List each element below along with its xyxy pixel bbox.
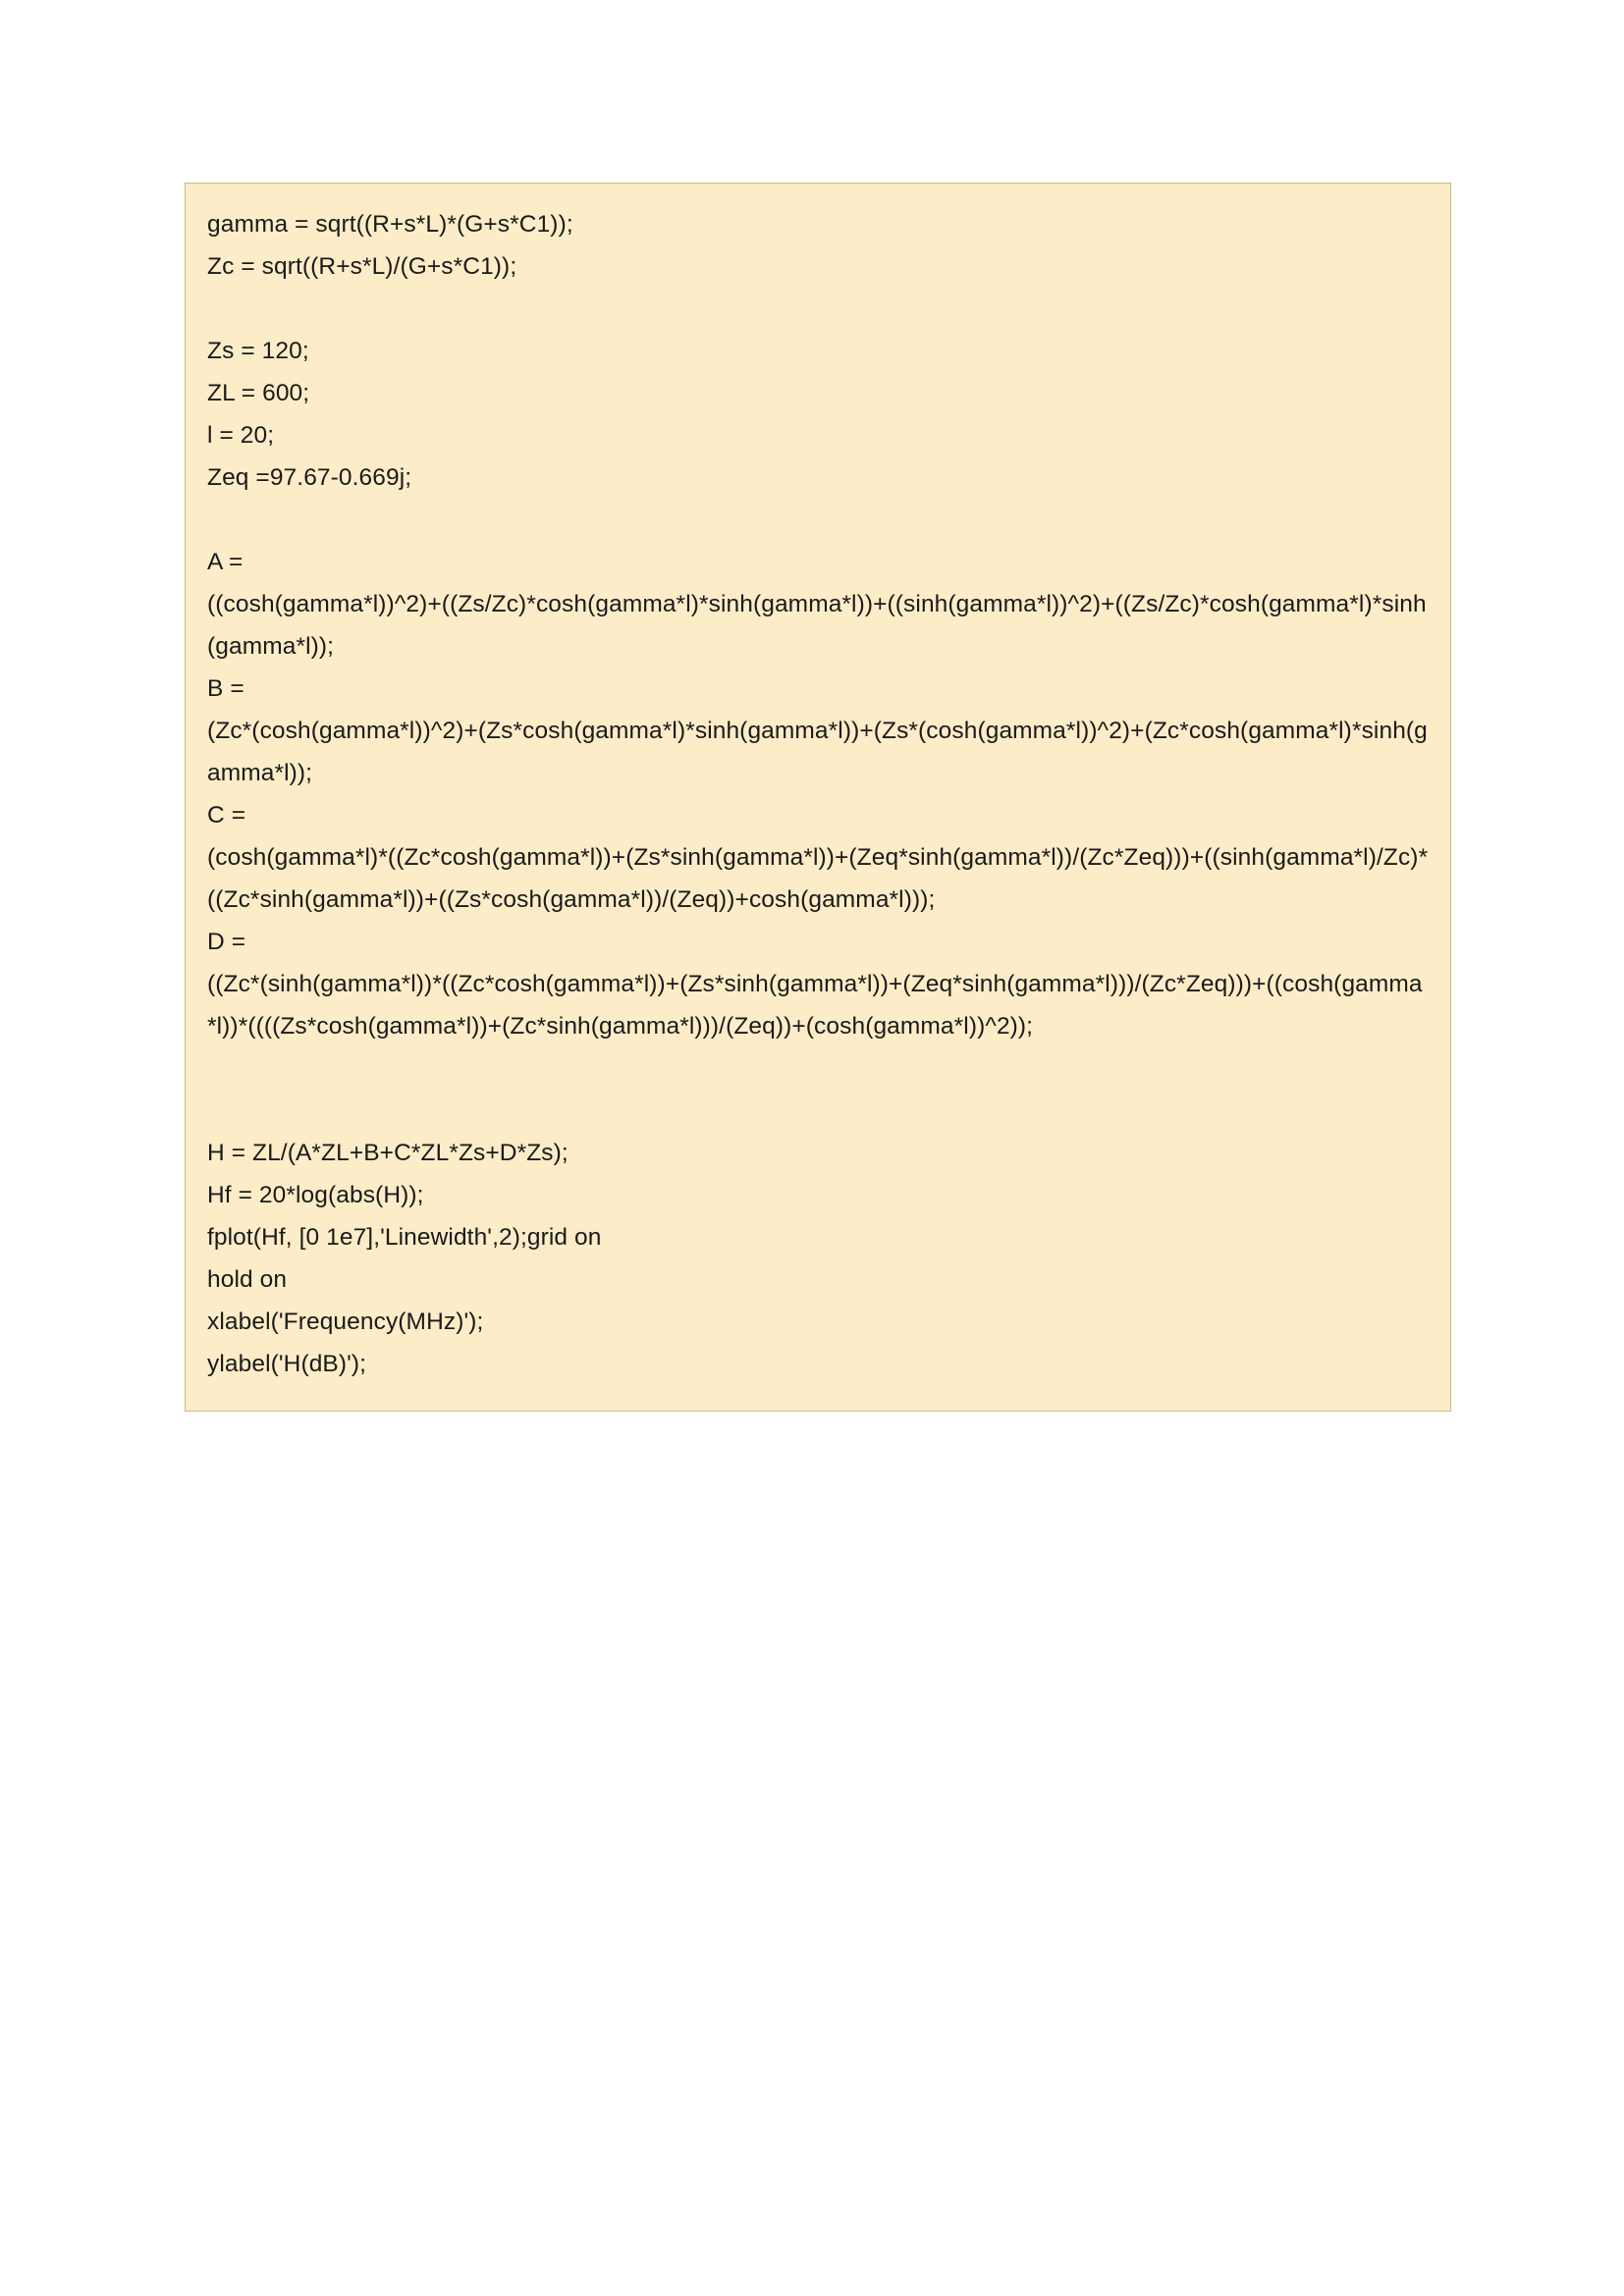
code-line: ZL = 600; — [207, 380, 310, 406]
code-line: (cosh(gamma*l)*((Zc*cosh(gamma*l))+(Zs*sinh(gamma*l))+(Zeq*sinh(gamma*l))/(Zc*Zeq)))+((sinh(gamma*l)/Zc)*((Zc*sinh(gamma*l))+((Zs*cosh(gamma*l))/(Zeq))+cosh(gamma*l))); — [207, 844, 1429, 913]
code-line: ((cosh(gamma*l))^2)+((Zs/Zc)*cosh(gamma*l)*sinh(gamma*l))+((sinh(gamma*l))^2)+((Zs/Zc)*cosh(gamma*l)*sinh(gamma*l)); — [207, 591, 1427, 660]
code-line: C = — [207, 802, 246, 828]
code-line: ylabel('H(dB)'); — [207, 1351, 367, 1377]
code-line — [207, 499, 1429, 541]
code-line: Zc = sqrt((R+s*L)/(G+s*C1)); — [207, 253, 517, 280]
code-line: gamma = sqrt((R+s*L)*(G+s*C1)); — [207, 211, 573, 238]
code-line: fplot(Hf, [0 1e7],'Linewidth',2);grid on — [207, 1224, 602, 1251]
code-line: hold on — [207, 1266, 288, 1293]
code-line: Zs = 120; — [207, 338, 309, 364]
code-line: H = ZL/(A*ZL+B+C*ZL*Zs+D*Zs); — [207, 1140, 568, 1166]
code-line — [207, 1047, 1429, 1090]
code-line: Hf = 20*log(abs(H)); — [207, 1182, 424, 1208]
code-line: xlabel('Frequency(MHz)'); — [207, 1308, 484, 1335]
code-line: ((Zc*(sinh(gamma*l))*((Zc*cosh(gamma*l))+(Zs*sinh(gamma*l))+(Zeq*sinh(gamma*l)))/(Zc*Zeq)))+((cosh(gamma*l))*((((Zs*cosh(gamma*l))+(Zc*sinh(gamma*l)))/(Zeq))+(cosh(gamma*l))^2)); — [207, 971, 1423, 1040]
code-line: (Zc*(cosh(gamma*l))^2)+(Zs*cosh(gamma*l)*sinh(gamma*l))+(Zs*(cosh(gamma*l))^2)+(Zc*cosh(gamma*l)*sinh(gamma*l)); — [207, 718, 1428, 786]
code-line: B = — [207, 675, 244, 702]
code-listing-block — [185, 183, 1451, 1412]
code-line: l = 20; — [207, 422, 275, 449]
code-line: D = — [207, 929, 246, 955]
code-line — [207, 1090, 1429, 1132]
code-line: Zeq =97.67-0.669j; — [207, 464, 412, 491]
code-line — [207, 288, 1429, 330]
code-line: A = — [207, 549, 244, 575]
